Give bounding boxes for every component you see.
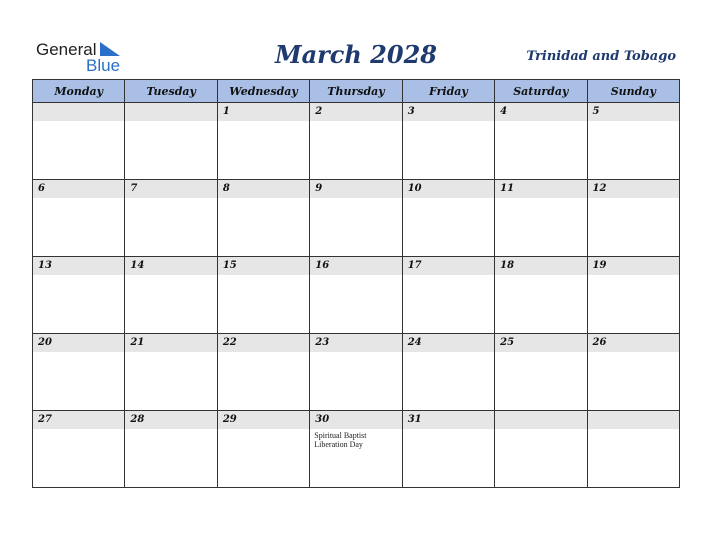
day-bar — [310, 257, 401, 275]
week-row — [33, 257, 680, 334]
day-number: 4 — [500, 106, 508, 117]
day-cell — [587, 103, 679, 180]
brand-name-general: General — [36, 40, 97, 59]
day-cell — [33, 103, 125, 180]
day-bar — [125, 411, 216, 429]
weekday-tuesday: Tuesday — [125, 80, 217, 103]
day-bar — [403, 103, 494, 121]
day-number: 26 — [592, 337, 607, 348]
day-number: 13 — [38, 260, 52, 271]
day-number: 11 — [500, 183, 515, 194]
day-cell — [402, 103, 494, 180]
weekday-thursday: Thursday — [310, 80, 402, 103]
week-row — [33, 180, 680, 257]
day-bar — [588, 411, 679, 429]
day-bar — [310, 334, 401, 352]
day-bar — [310, 180, 401, 198]
day-bar — [495, 334, 586, 352]
day-cell — [587, 334, 679, 411]
day-number: 10 — [407, 183, 422, 194]
day-cell — [310, 103, 402, 180]
day-bar — [33, 334, 124, 352]
weekday-monday: Monday — [33, 80, 125, 103]
day-cell — [587, 180, 679, 257]
day-cell — [217, 334, 309, 411]
day-cell — [587, 411, 679, 488]
day-cell — [310, 257, 402, 334]
day-bar — [495, 411, 586, 429]
day-number: 29 — [222, 414, 237, 425]
day-number: 3 — [407, 106, 415, 117]
day-number: 2 — [315, 106, 323, 117]
week-row — [33, 103, 680, 180]
day-bar — [33, 103, 124, 121]
day-cell — [402, 334, 494, 411]
weekday-saturday: Saturday — [495, 80, 587, 103]
holiday-event: Spiritual Baptist Liberation Day — [314, 431, 367, 449]
day-cell — [310, 334, 402, 411]
day-number: 15 — [222, 260, 237, 271]
day-cell — [310, 411, 402, 488]
day-cell — [125, 103, 217, 180]
day-cell — [402, 257, 494, 334]
day-number: 20 — [38, 337, 52, 348]
weekday-wednesday: Wednesday — [217, 80, 309, 103]
day-cell — [587, 257, 679, 334]
day-number: 24 — [407, 337, 422, 348]
day-number: 27 — [38, 414, 52, 425]
day-bar — [495, 103, 586, 121]
day-number: 9 — [315, 183, 323, 194]
day-bar — [218, 334, 309, 352]
day-bar — [218, 103, 309, 121]
day-number: 28 — [130, 414, 145, 425]
day-cell — [217, 103, 309, 180]
day-bar — [588, 180, 679, 198]
day-bar — [403, 180, 494, 198]
week-row — [33, 334, 680, 411]
day-cell — [217, 411, 309, 488]
day-bar — [125, 257, 216, 275]
day-bar — [403, 334, 494, 352]
day-number: 19 — [592, 260, 607, 271]
day-bar — [310, 103, 401, 121]
day-bar — [125, 180, 216, 198]
day-bar — [403, 257, 494, 275]
week-row — [33, 411, 680, 488]
page-title: March 2028 — [275, 40, 437, 69]
day-cell — [495, 411, 587, 488]
day-cell — [217, 257, 309, 334]
day-bar — [310, 411, 401, 429]
day-cell — [125, 180, 217, 257]
day-number: 17 — [407, 260, 422, 271]
day-cell — [33, 411, 125, 488]
day-cell — [33, 334, 125, 411]
weekday-friday: Friday — [402, 80, 494, 103]
day-bar — [403, 411, 494, 429]
day-cell — [33, 257, 125, 334]
day-bar — [495, 180, 586, 198]
day-number: 30 — [315, 414, 330, 425]
day-bar — [588, 334, 679, 352]
day-cell — [125, 257, 217, 334]
day-number: 1 — [222, 106, 230, 117]
weekday-sunday: Sunday — [587, 80, 679, 103]
day-number: 25 — [500, 337, 515, 348]
weekday-header-row — [33, 80, 680, 103]
day-bar — [33, 180, 124, 198]
day-number: 21 — [130, 337, 145, 348]
day-bar — [588, 257, 679, 275]
day-cell — [33, 180, 125, 257]
day-bar — [495, 257, 586, 275]
day-bar — [218, 180, 309, 198]
day-number: 8 — [222, 183, 230, 194]
day-cell — [310, 180, 402, 257]
day-bar — [33, 411, 124, 429]
day-number: 14 — [130, 260, 145, 271]
day-number: 22 — [222, 337, 237, 348]
brand-triangle-icon — [100, 42, 120, 56]
day-cell — [125, 334, 217, 411]
day-number: 16 — [315, 260, 330, 271]
brand-name-blue: Blue — [86, 56, 121, 75]
day-number: 31 — [407, 414, 422, 425]
country-name: Trinidad and Tobago — [526, 49, 676, 64]
calendar-grid — [32, 79, 680, 488]
day-bar — [125, 334, 216, 352]
day-bar — [33, 257, 124, 275]
day-bar — [218, 411, 309, 429]
day-bar — [588, 103, 679, 121]
day-cell — [402, 411, 494, 488]
day-number: 6 — [38, 183, 45, 194]
day-number: 12 — [592, 183, 607, 194]
day-number: 23 — [315, 337, 330, 348]
day-number: 18 — [500, 260, 515, 271]
day-cell — [495, 180, 587, 257]
brand-logo — [36, 38, 136, 74]
day-cell — [125, 411, 217, 488]
day-number: 5 — [592, 106, 600, 117]
day-cell — [495, 334, 587, 411]
day-cell — [217, 180, 309, 257]
day-bar — [125, 103, 216, 121]
day-bar — [218, 257, 309, 275]
day-cell — [495, 257, 587, 334]
day-number: 7 — [130, 183, 138, 194]
day-cell — [402, 180, 494, 257]
day-cell — [495, 103, 587, 180]
